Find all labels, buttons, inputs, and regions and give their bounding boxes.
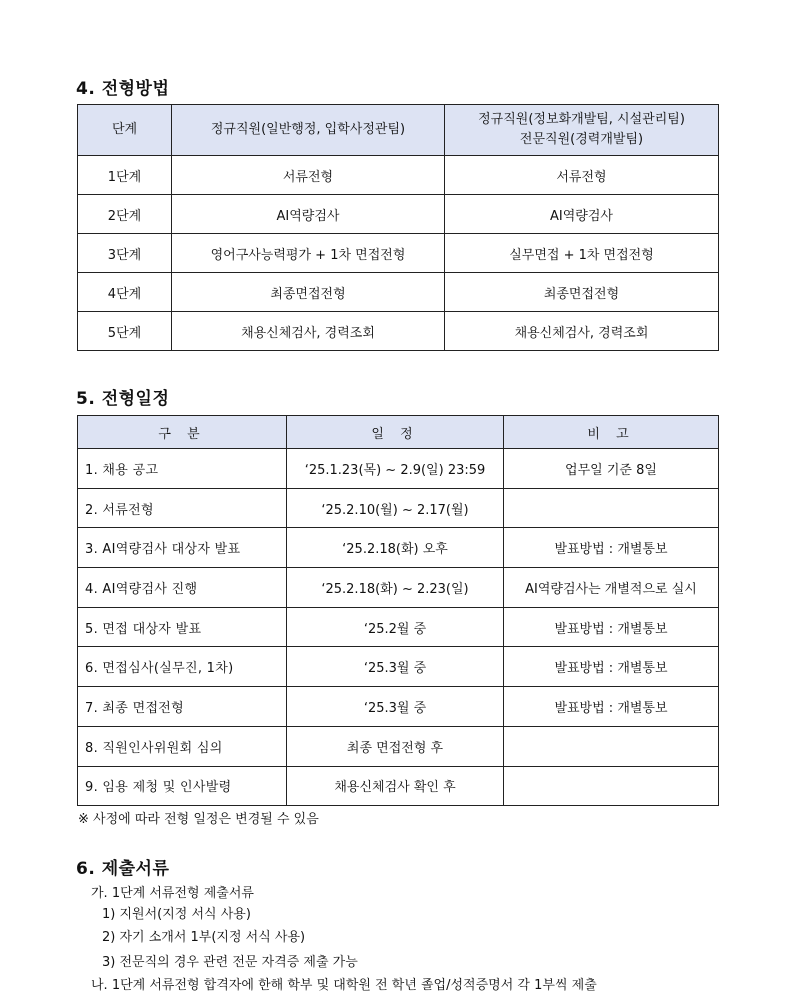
remarks-cell: 발표방법 : 개별통보 [504,687,719,727]
general-staff-cell: 채용신체검사, 경력조회 [172,312,445,351]
table-header-row [78,105,719,156]
header-remarks: 비 고 [504,416,719,449]
section-5-title: 5. 전형일정 [76,389,170,409]
stage-cell: 4단계 [78,273,172,312]
special-staff-cell: 실무면접 + 1차 면접전형 [445,234,719,273]
table-row [78,449,719,489]
table-row [78,234,719,273]
table-header-row [78,416,719,449]
table-row [78,568,719,608]
list-item: 2) 자기 소개서 1부(지정 서식 사용) [102,930,306,945]
special-staff-cell: AI역량검사 [445,195,719,234]
category-cell: 6. 면접심사(실무진, 1차) [78,647,287,687]
table-row [78,528,719,568]
list-item: 1) 지원서(지정 서식 사용) [102,907,251,922]
schedule-cell: 채용신체검사 확인 후 [287,766,504,806]
table-row [78,607,719,647]
stage-cell: 5단계 [78,312,172,351]
table-row [78,647,719,687]
general-staff-cell: 최종면접전형 [172,273,445,312]
table-row [78,726,719,766]
list-item: 3) 전문직의 경우 관련 전문 자격증 제출 가능 [102,955,358,970]
special-staff-cell: 최종면접전형 [445,273,719,312]
table-row [78,273,719,312]
special-staff-cell: 채용신체검사, 경력조회 [445,312,719,351]
schedule-cell: ‘25.3월 중 [287,647,504,687]
selection-schedule-table [77,415,719,806]
category-cell: 8. 직원인사위원회 심의 [78,726,287,766]
section-4-title: 4. 전형방법 [76,79,170,99]
remarks-cell [504,488,719,528]
list-item: 나. 1단계 서류전형 합격자에 한해 학부 및 대학원 전 학년 졸업/성적증명서 각 1부씩 제출 [91,978,597,993]
stage-cell: 1단계 [78,156,172,195]
category-cell: 2. 서류전형 [78,488,287,528]
schedule-cell: ‘25.3월 중 [287,687,504,727]
category-cell: 9. 임용 제청 및 인사발령 [78,766,287,806]
schedule-cell: 최종 면접전형 후 [287,726,504,766]
schedule-cell: ‘25.2월 중 [287,607,504,647]
special-staff-cell: 서류전형 [445,156,719,195]
remarks-cell: AI역량검사는 개별적으로 실시 [504,568,719,608]
list-item: 가. 1단계 서류전형 제출서류 [91,886,254,901]
header-general-staff: 정규직원(일반행정, 입학사정관팀) [172,105,445,156]
remarks-cell [504,766,719,806]
general-staff-cell: AI역량검사 [172,195,445,234]
category-cell: 1. 채용 공고 [78,449,287,489]
remarks-cell: 발표방법 : 개별통보 [504,647,719,687]
selection-method-table [77,104,719,351]
remarks-cell: 업무일 기준 8일 [504,449,719,489]
remarks-cell: 발표방법 : 개별통보 [504,528,719,568]
header-special-staff-line1: 정규직원(정보화개발팀, 시설관리팀) [478,112,685,127]
schedule-cell: ‘25.2.10(월) ~ 2.17(월) [287,488,504,528]
category-cell: 3. AI역량검사 대상자 발표 [78,528,287,568]
table-row [78,488,719,528]
schedule-cell: ‘25.2.18(화) ~ 2.23(일) [287,568,504,608]
category-cell: 7. 최종 면접전형 [78,687,287,727]
header-special-staff [445,105,719,156]
category-cell: 5. 면접 대상자 발표 [78,607,287,647]
stage-cell: 2단계 [78,195,172,234]
table-row [78,766,719,806]
header-schedule: 일 정 [287,416,504,449]
schedule-cell: ‘25.2.18(화) 오후 [287,528,504,568]
header-category: 구 분 [78,416,287,449]
table-row [78,195,719,234]
table-row [78,687,719,727]
category-cell: 4. AI역량검사 진행 [78,568,287,608]
remarks-cell: 발표방법 : 개별통보 [504,607,719,647]
stage-cell: 3단계 [78,234,172,273]
section-6-title: 6. 제출서류 [76,859,170,879]
header-special-staff-line2: 전문직원(경력개발팀) [519,132,644,147]
table-row [78,156,719,195]
general-staff-cell: 서류전형 [172,156,445,195]
header-stage: 단계 [78,105,172,156]
remarks-cell [504,726,719,766]
schedule-footnote: ※ 사정에 따라 전형 일정은 변경될 수 있음 [78,812,319,827]
schedule-cell: ‘25.1.23(목) ~ 2.9(일) 23:59 [287,449,504,489]
table-row [78,312,719,351]
general-staff-cell: 영어구사능력평가 + 1차 면접전형 [172,234,445,273]
